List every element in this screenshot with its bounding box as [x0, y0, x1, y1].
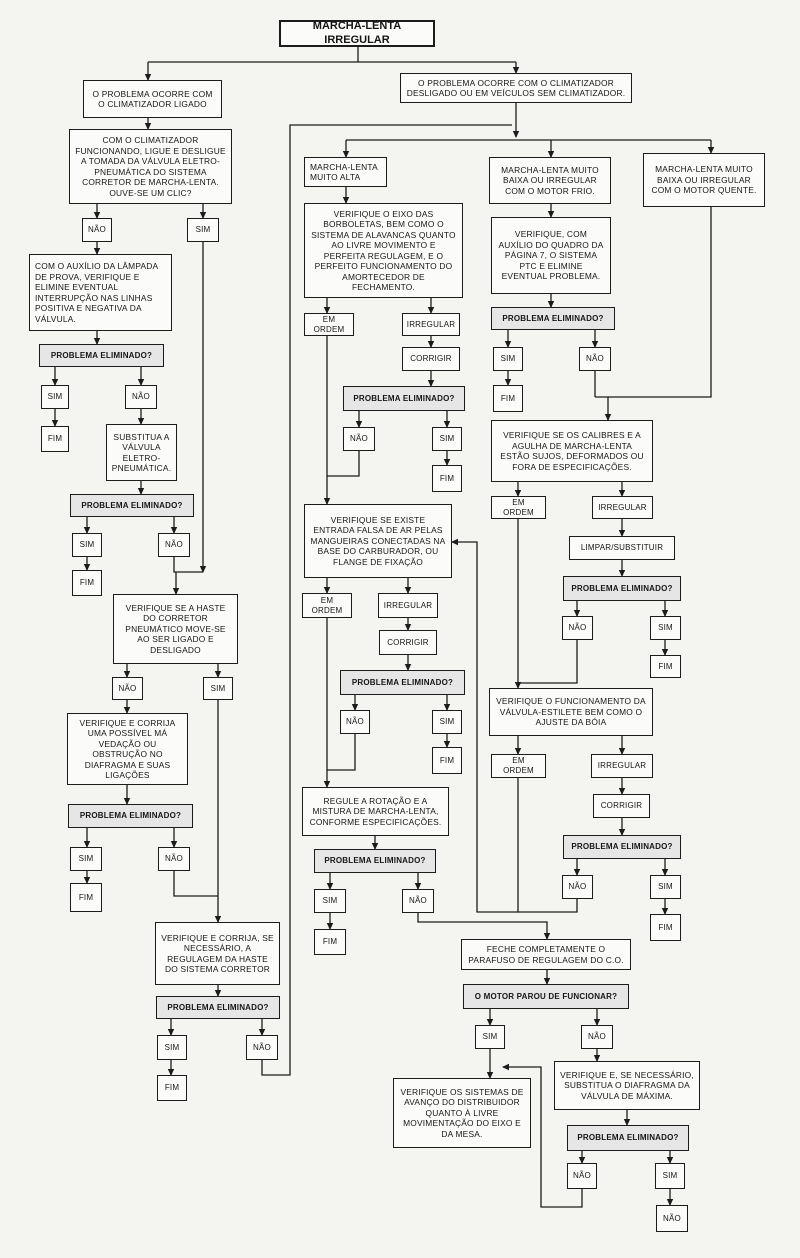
- end-fim: FIM: [432, 747, 462, 774]
- answer-sim: SIM: [650, 616, 681, 640]
- answer-sim: SIM: [187, 218, 219, 242]
- end-fim: FIM: [650, 655, 681, 678]
- end-fim: FIM: [70, 883, 102, 912]
- answer-nao: NÃO: [567, 1163, 597, 1189]
- answer-sim: SIM: [655, 1163, 685, 1189]
- step-eixo-borboletas: VERIFIQUE O EIXO DAS BORBOLETAS, BEM COMO O SISTEMA DE ALAVANCAS QUANTO AO LIVRE MOVIMENTO E PERFEITA REGULAGEM, E O PERFEITO FUNCIONAMENTO DO AMORTECEDOR DE FECHAMENTO.: [304, 203, 463, 298]
- branch-climatizador-ligado: O PROBLEMA OCORRE COM O CLIMATIZADOR LIGADO: [83, 80, 222, 118]
- answer-nao: NÃO: [112, 677, 143, 700]
- step-vedacao-diafragma: VERIFIQUE E CORRIJA UMA POSSÍVEL MÁ VEDAÇÃO OU OBSTRUÇÃO NO DIAFRAGMA E SUAS LIGAÇÕES: [67, 713, 188, 785]
- step-sistema-ptc: VERIFIQUE, COM AUXÍLIO DO QUADRO DA PÁGINA 7, O SISTEMA PTC E ELIMINE EVENTUAL PROBLEMA.: [491, 217, 611, 294]
- question-motor-parou: O MOTOR PAROU DE FUNCIONAR?: [463, 984, 629, 1009]
- answer-nao: NÃO: [402, 889, 434, 913]
- step-haste-corretor: VERIFIQUE SE A HASTE DO CORRETOR PNEUMÁTICO MOVE-SE AO SER LIGADO E DESLIGADO: [113, 594, 238, 664]
- action-corrigir: CORRIGIR: [402, 347, 460, 371]
- question-problema-eliminado: PROBLEMA ELIMINADO?: [491, 307, 615, 330]
- question-problema-eliminado: PROBLEMA ELIMINADO?: [68, 804, 193, 828]
- answer-nao: NÃO: [562, 616, 593, 640]
- answer-nao: NÃO: [579, 347, 611, 371]
- end-fim: FIM: [157, 1075, 187, 1101]
- step-liga-desliga-valvula: COM O CLIMATIZADOR FUNCIONANDO, LIGUE E DESLIGUE A TOMADA DA VÁLVULA ELETRO-PNEUMÁTICA DO SISTEMA CORRETOR DE MARCHA-LENTA. OUVE-SE UM CLIC?: [69, 129, 232, 204]
- question-problema-eliminado: PROBLEMA ELIMINADO?: [156, 996, 280, 1019]
- step-diafragma-maxima: VERIFIQUE E, SE NECESSÁRIO, SUBSTITUA O DIAFRAGMA DA VÁLVULA DE MÁXIMA.: [554, 1061, 700, 1110]
- result-em-ordem: EM ORDEM: [302, 593, 352, 618]
- question-problema-eliminado: PROBLEMA ELIMINADO?: [563, 835, 681, 859]
- end-fim: FIM: [314, 929, 346, 955]
- result-em-ordem: EM ORDEM: [304, 313, 354, 336]
- answer-nao: NÃO: [340, 710, 370, 734]
- step-valvula-estilete: VERIFIQUE O FUNCIONAMENTO DA VÁLVULA-ESTILETE BEM COMO O AJUSTE DA BÓIA: [489, 688, 653, 736]
- answer-sim: SIM: [157, 1035, 187, 1060]
- question-problema-eliminado: PROBLEMA ELIMINADO?: [343, 386, 465, 411]
- answer-nao: NÃO: [581, 1025, 613, 1049]
- answer-nao: NÃO: [246, 1035, 278, 1060]
- answer-sim: SIM: [70, 847, 102, 871]
- result-irregular: IRREGULAR: [591, 754, 653, 778]
- answer-nao: NÃO: [562, 875, 593, 899]
- answer-sim: SIM: [203, 677, 233, 700]
- answer-nao: NÃO: [343, 427, 375, 451]
- question-problema-eliminado: PROBLEMA ELIMINADO?: [563, 576, 681, 601]
- question-problema-eliminado: PROBLEMA ELIMINADO?: [70, 494, 194, 517]
- answer-sim: SIM: [432, 427, 462, 451]
- end-nao: NÃO: [656, 1205, 688, 1232]
- action-limpar-substituir: LIMPAR/SUBSTITUIR: [569, 536, 675, 560]
- end-fim: FIM: [650, 914, 681, 941]
- action-corrigir: CORRIGIR: [593, 794, 650, 818]
- end-fim: FIM: [72, 570, 102, 596]
- step-feche-parafuso-co: FECHE COMPLETAMENTE O PARAFUSO DE REGULAGEM DO C.O.: [461, 939, 631, 970]
- flowchart-title: MARCHA-LENTA IRREGULAR: [279, 20, 435, 47]
- question-problema-eliminado: PROBLEMA ELIMINADO?: [39, 344, 164, 367]
- branch-climatizador-desligado: O PROBLEMA OCORRE COM O CLIMATIZADOR DESLIGADO OU EM VEÍCULOS SEM CLIMATIZADOR.: [400, 73, 632, 103]
- question-problema-eliminado: PROBLEMA ELIMINADO?: [340, 670, 465, 695]
- result-irregular: IRREGULAR: [378, 593, 438, 618]
- case-muito-alta: MARCHA-LENTA MUITO ALTA: [304, 157, 387, 187]
- step-regulagem-haste: VERIFIQUE E CORRIJA, SE NECESSÁRIO, A REGULAGEM DA HASTE DO SISTEMA CORRETOR: [155, 922, 280, 985]
- step-calibres-agulha: VERIFIQUE SE OS CALIBRES E A AGULHA DE MARCHA-LENTA ESTÃO SUJOS, DEFORMADOS OU FORA DE ESPECIFICAÇÕES.: [491, 420, 653, 482]
- step-regule-rotacao: REGULE A ROTAÇÃO E A MISTURA DE MARCHA-LENTA, CONFORME ESPECIFICAÇÕES.: [302, 787, 449, 836]
- question-problema-eliminado: PROBLEMA ELIMINADO?: [314, 849, 436, 873]
- action-corrigir: CORRIGIR: [379, 630, 437, 655]
- answer-sim: SIM: [72, 533, 102, 557]
- answer-sim: SIM: [493, 347, 523, 371]
- answer-sim: SIM: [41, 385, 69, 409]
- answer-sim: SIM: [650, 875, 681, 899]
- case-baixa-motor-quente: MARCHA-LENTA MUITO BAIXA OU IRREGULAR COM O MOTOR QUENTE.: [643, 153, 765, 207]
- answer-sim: SIM: [432, 710, 462, 734]
- case-baixa-motor-frio: MARCHA-LENTA MUITO BAIXA OU IRREGULAR COM O MOTOR FRIO.: [489, 157, 611, 204]
- result-em-ordem: EM ORDEM: [491, 496, 546, 519]
- answer-nao: NÃO: [82, 218, 112, 242]
- result-irregular: IRREGULAR: [592, 496, 653, 519]
- result-irregular: IRREGULAR: [402, 313, 460, 336]
- end-fim: FIM: [432, 465, 462, 492]
- result-em-ordem: EM ORDEM: [491, 754, 546, 778]
- answer-nao: NÃO: [158, 847, 190, 871]
- end-fim: FIM: [493, 385, 523, 412]
- step-substitua-valvula: SUBSTITUA A VÁLVULA ELETRO-PNEUMÁTICA.: [106, 424, 177, 481]
- end-fim: FIM: [41, 426, 69, 452]
- step-lampada-de-prova: COM O AUXÍLIO DA LÂMPADA DE PROVA, VERIFIQUE E ELIMINE EVENTUAL INTERRUPÇÃO NAS LINHAS POSITIVA E NEGATIVA DA VÁLVULA.: [29, 254, 172, 331]
- step-sistemas-avanco: VERIFIQUE OS SISTEMAS DE AVANÇO DO DISTRIBUIDOR QUANTO À LIVRE MOVIMENTAÇÃO DO EIXO E DA MESA.: [393, 1078, 531, 1148]
- answer-sim: SIM: [475, 1025, 505, 1049]
- question-problema-eliminado: PROBLEMA ELIMINADO?: [567, 1125, 689, 1151]
- answer-nao: NÃO: [125, 385, 157, 409]
- step-entrada-falsa-ar: VERIFIQUE SE EXISTE ENTRADA FALSA DE AR PELAS MANGUEIRAS CONECTADAS NA BASE DO CARBURADOR, OU FLANGE DE FIXAÇÃO: [304, 504, 452, 578]
- answer-sim: SIM: [314, 889, 346, 913]
- answer-nao: NÃO: [158, 533, 190, 557]
